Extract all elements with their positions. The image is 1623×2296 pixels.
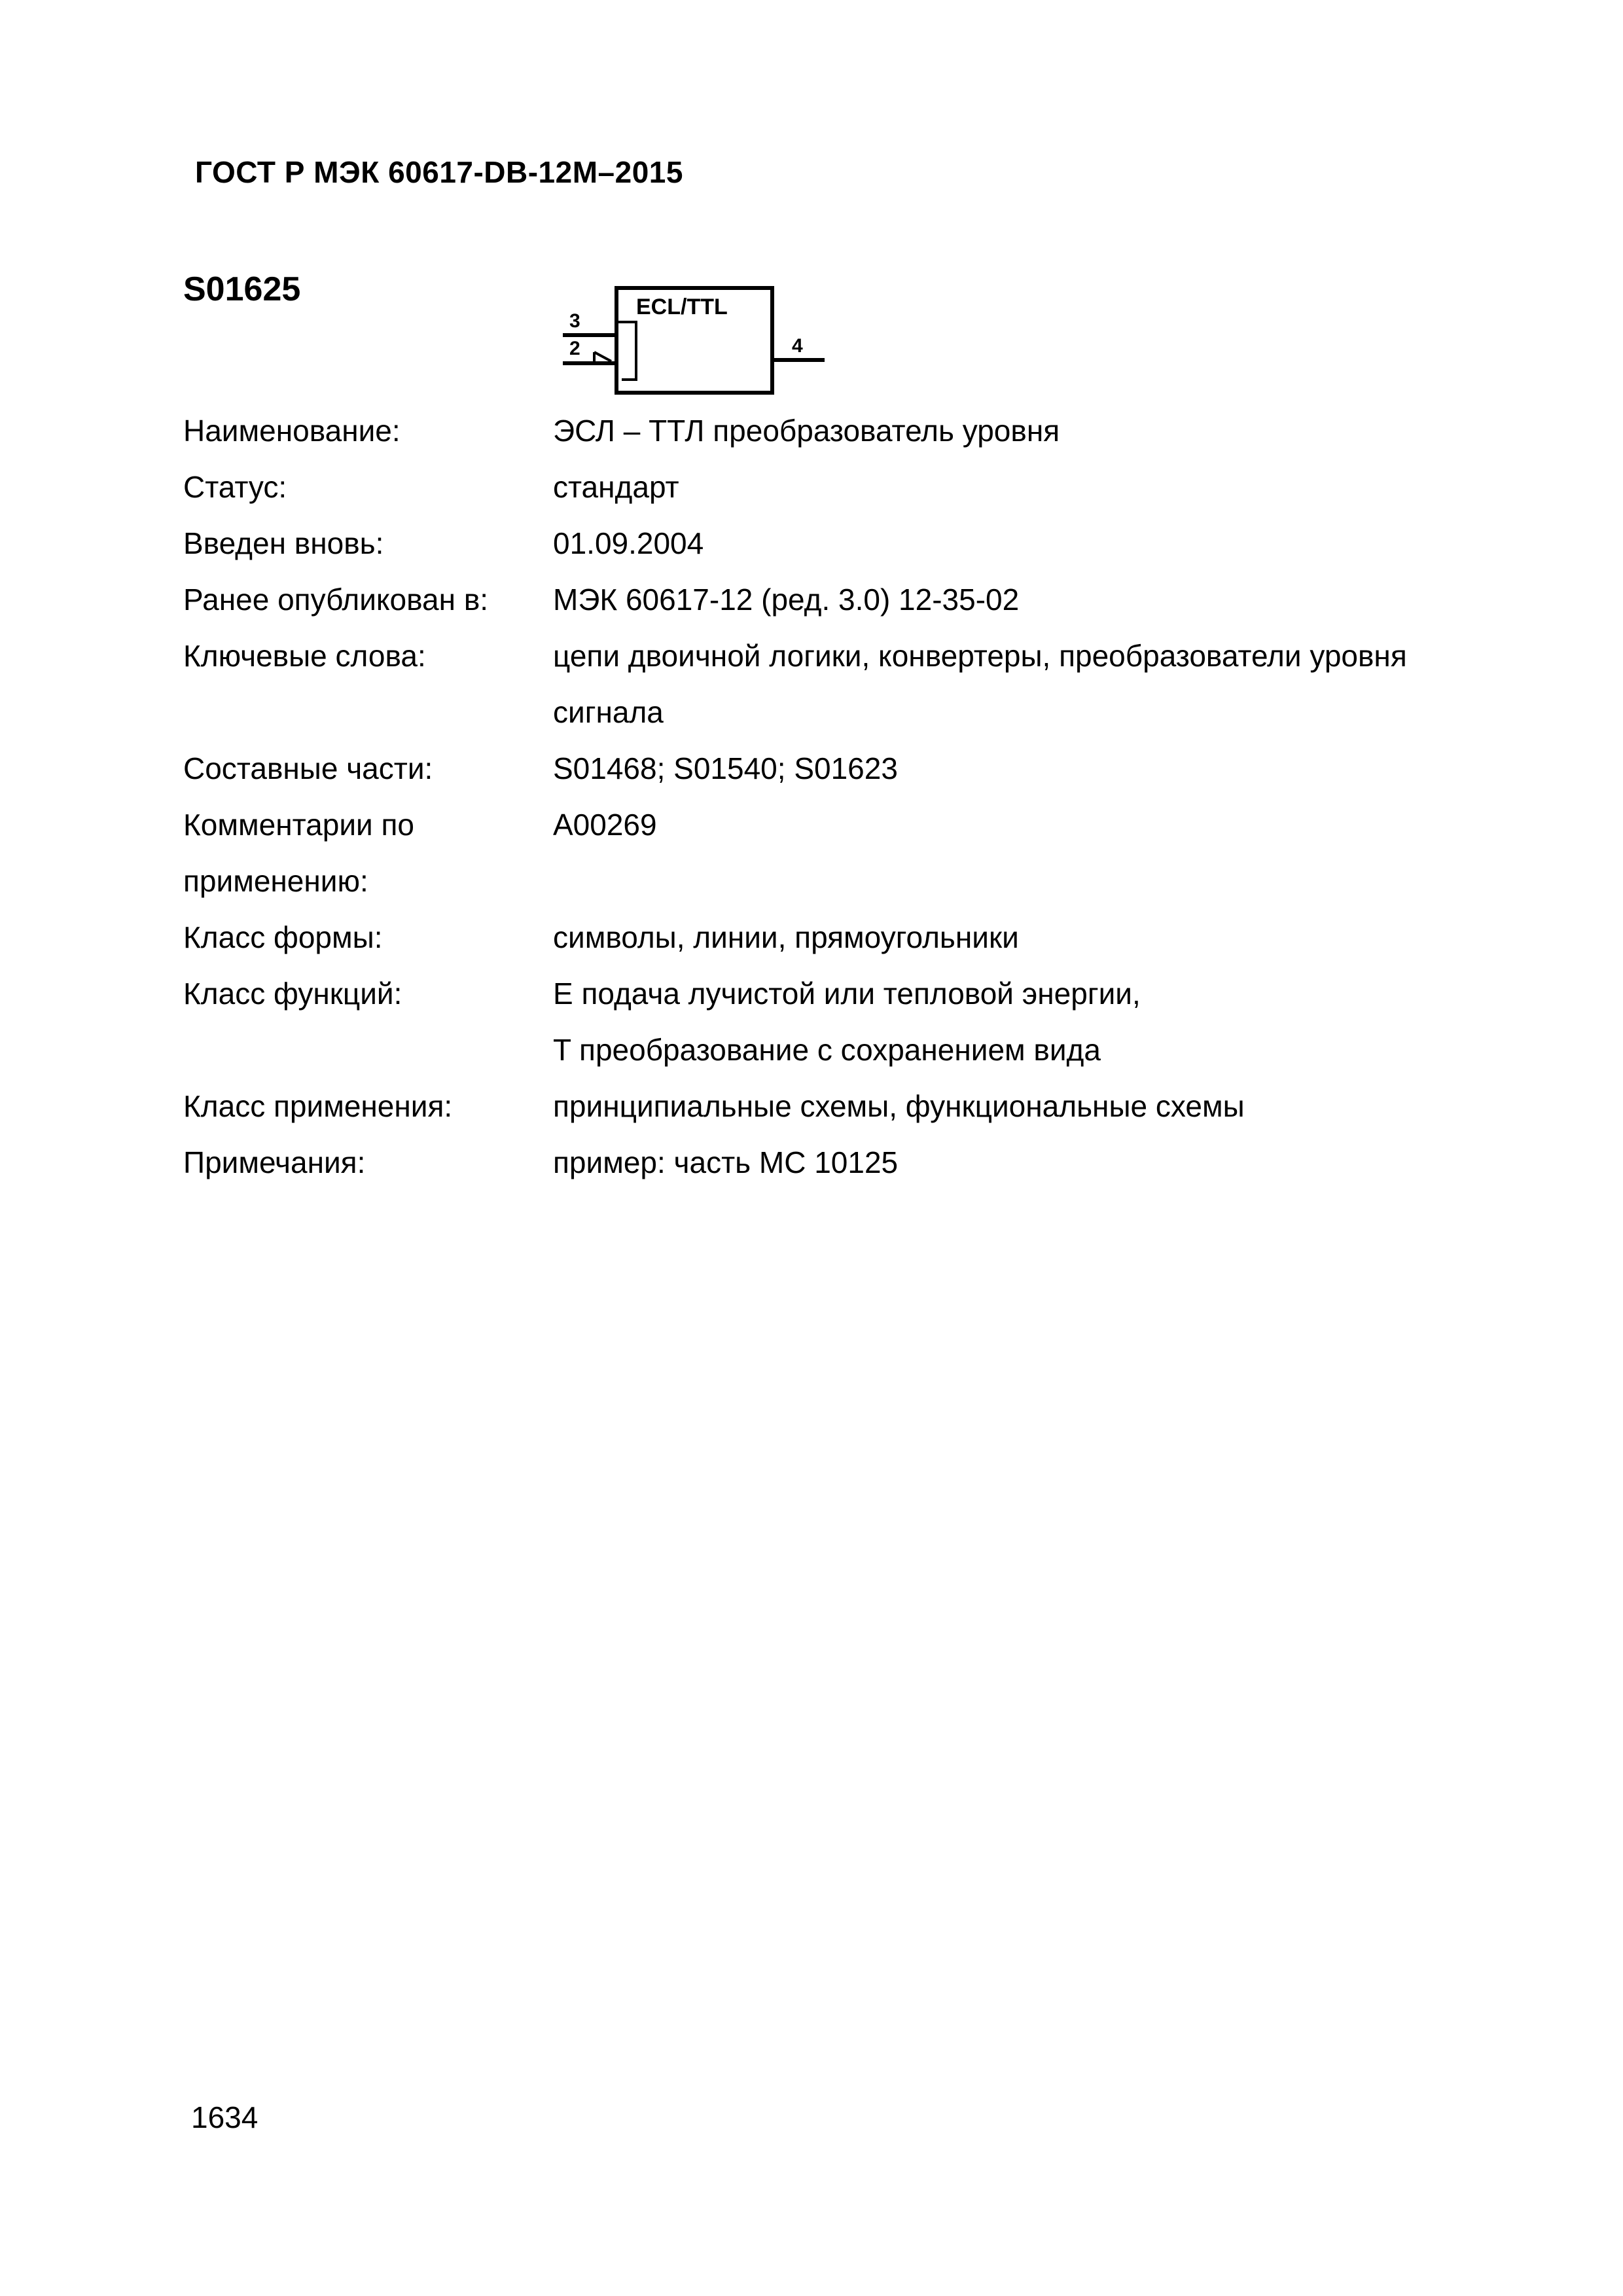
attr-label: Класс функций:	[183, 977, 402, 1011]
attr-label: Класс формы:	[183, 920, 383, 954]
attr-value: цепи двоичной логики, конвертеры, преобразователи уровня сигнала	[553, 639, 1407, 729]
document-header: ГОСТ Р МЭК 60617-DB-12M–2015	[195, 155, 683, 189]
symbol-box-label: ECL/TTL	[636, 295, 728, 319]
attr-label: Примечания:	[183, 1145, 366, 1179]
function-class-line: T преобразование с сохранением вида	[553, 1033, 1101, 1067]
ecl-ttl-converter-symbol	[556, 281, 831, 399]
attr-row-status	[183, 459, 1466, 515]
pin-2-label: 2	[569, 338, 580, 359]
attr-value: A00269	[553, 808, 657, 842]
attr-row-shape-class	[183, 909, 1466, 965]
attr-value: 01.09.2004	[553, 526, 704, 560]
attr-label: Ранее опубликован в:	[183, 583, 489, 617]
input-bracket	[616, 322, 636, 380]
attr-label: Ключевые слова:	[183, 639, 426, 673]
pin-3-label: 3	[569, 310, 580, 332]
attr-value	[553, 965, 1466, 1078]
attr-row-introduced	[183, 515, 1466, 571]
attr-value: пример: часть MC 10125	[553, 1145, 899, 1179]
attr-value: стандарт	[553, 470, 679, 504]
attr-value: символы, линии, прямоугольники	[553, 920, 1019, 954]
page-number: 1634	[191, 2100, 259, 2134]
attr-label: Класс применения:	[183, 1089, 453, 1123]
attr-value: принципиальные схемы, функциональные схемы	[553, 1089, 1245, 1123]
attr-value: S01468; S01540; S01623	[553, 751, 898, 785]
attr-row-application-comments	[183, 797, 1466, 909]
attributes-table	[183, 403, 1466, 1191]
attr-row-keywords	[183, 628, 1466, 740]
attr-label: Комментарии по применению:	[183, 808, 414, 898]
attr-row-previously-published	[183, 571, 1466, 628]
pin-4-label: 4	[792, 335, 803, 357]
attr-row-components	[183, 740, 1466, 797]
symbol-code: S01625	[183, 270, 301, 308]
attr-label: Статус:	[183, 470, 287, 504]
attr-row-name	[183, 403, 1466, 459]
attr-value: МЭК 60617-12 (ред. 3.0) 12-35-02	[553, 583, 1020, 617]
attr-row-application-class	[183, 1078, 1466, 1134]
attr-label: Составные части:	[183, 751, 433, 785]
attr-row-function-class	[183, 965, 1466, 1078]
attr-label: Наименование:	[183, 414, 401, 448]
attr-row-notes	[183, 1134, 1466, 1191]
function-class-line: E подача лучистой или тепловой энергии,	[553, 977, 1141, 1011]
attr-label: Введен вновь:	[183, 526, 384, 560]
attr-value: ЭСЛ – ТТЛ преобразователь уровня	[553, 414, 1060, 448]
